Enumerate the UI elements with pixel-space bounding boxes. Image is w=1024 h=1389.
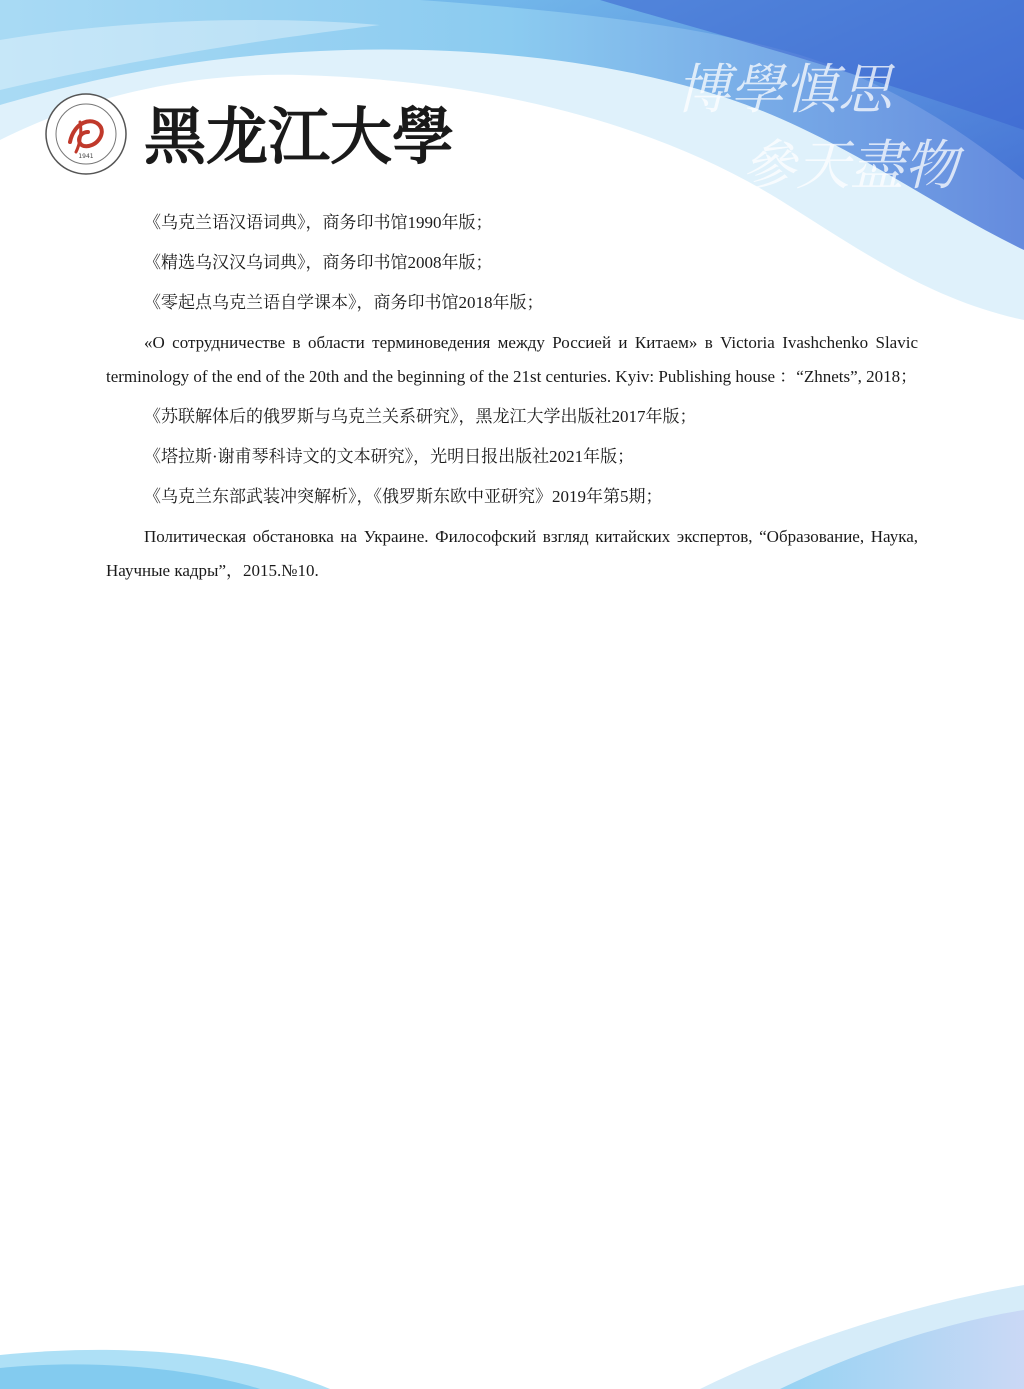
motto-line-2: 參天盡物 <box>742 134 958 197</box>
reference-item: 《零起点乌克兰语自学课本》，商务印书馆2018年版； <box>144 293 544 312</box>
wordmark-text: 黑龙江大學 <box>144 100 455 173</box>
reference-list <box>106 206 918 594</box>
university-wordmark <box>140 92 455 176</box>
reference-item: 《精选乌汉汉乌词典》，商务印书馆2008年版； <box>144 253 493 272</box>
reference-item: 《塔拉斯·谢甫琴科诗文的文本研究》，光明日报出版社2021年版； <box>144 447 635 466</box>
reference-item: Политическая обстановка на Украине. Философский взгляд китайских экспертов, “Образование, Наука, Научные кадры”，2015.№10. <box>106 527 918 580</box>
reference-item: 《乌克兰语汉语词典》，商务印书馆1990年版； <box>144 213 493 232</box>
motto-line-1: 博學慎思 <box>676 58 892 121</box>
university-seal-logo <box>40 92 132 176</box>
reference-item: 《苏联解体后的俄罗斯与乌克兰关系研究》，黑龙江大学出版社2017年版； <box>144 407 697 426</box>
seal-year: 1941 <box>78 153 94 160</box>
reference-item: «О сотрудничестве в области терминоведения между Россией и Китаем» в Victoria Ivashchenko Slavic terminology of the end of the 20th and the beginning of the 21st centuries. Kyiv: Publishing house ：“Zhnets”, 2018； <box>106 333 918 386</box>
motto-watermark <box>672 50 1002 200</box>
reference-item: 《乌克兰东部武装冲突解析》，《俄罗斯东欧中亚研究》2019年第5期； <box>144 487 663 506</box>
